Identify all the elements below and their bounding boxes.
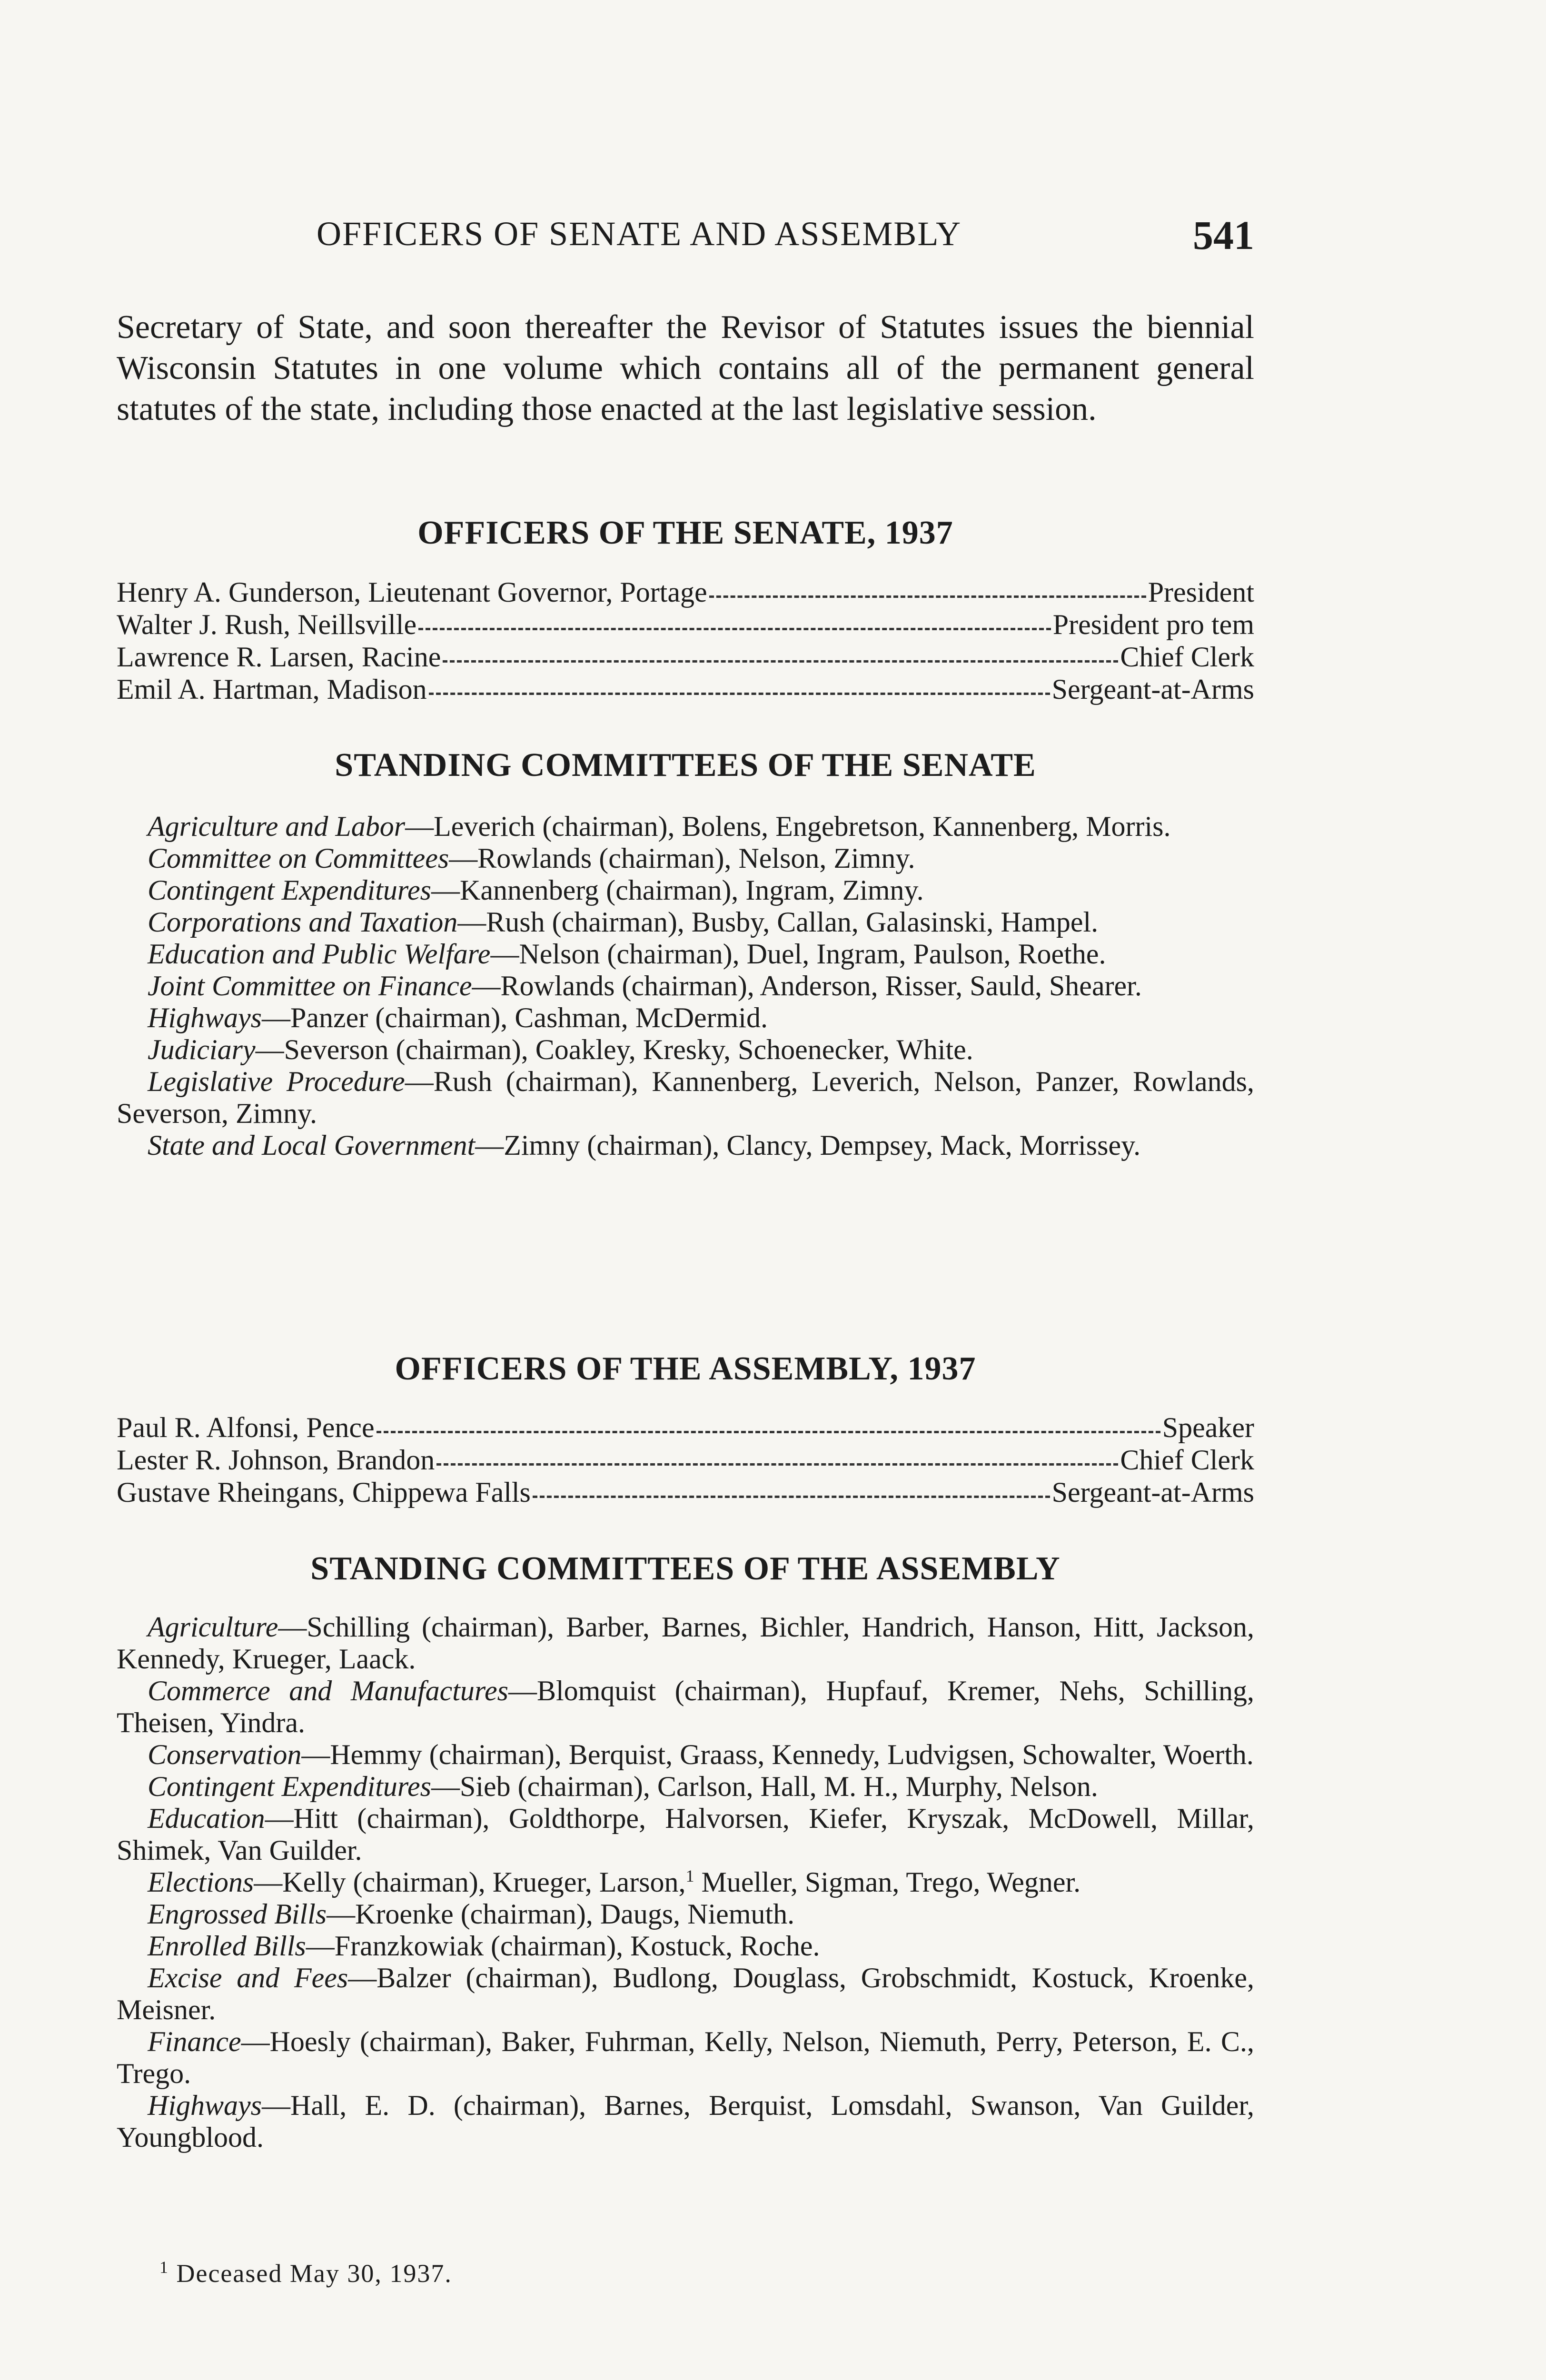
committee-entry (117, 1898, 1254, 1930)
committee-name: Education and Public Welfare (148, 938, 491, 970)
committee-entry (117, 1962, 1254, 2026)
committee-name: Elections (148, 1866, 254, 1898)
officer-title: President (1148, 576, 1254, 608)
committee-members: —Rush (chairman), Kannenberg, Leverich, Nelson, Panzer, Rowlands, Severson, Zimny. (117, 1066, 1254, 1129)
officer-row (117, 1476, 1254, 1508)
officer-title: Chief Clerk (1120, 641, 1254, 673)
senate-officers-list (117, 576, 1254, 705)
committee-members: —Hemmy (chairman), Berquist, Graass, Kennedy, Ludvigsen, Schowalter, Woerth. (301, 1739, 1254, 1770)
footnote-text: Deceased May 30, 1937. (169, 2259, 452, 2288)
committee-entry (117, 1771, 1254, 1803)
page-number: 541 (1193, 212, 1254, 258)
committee-entry (117, 970, 1254, 1002)
committee-name: Enrolled Bills (148, 1930, 306, 1962)
officer-row (117, 673, 1254, 705)
officer-row (117, 608, 1254, 641)
committee-name: Judiciary (148, 1034, 256, 1065)
committee-entry (117, 2090, 1254, 2153)
footnote-mark: 1 (685, 1866, 694, 1885)
committee-name: Conservation (148, 1739, 302, 1770)
committee-name: Excise and Fees (148, 1962, 348, 1993)
committee-name: Agriculture and Labor (148, 811, 406, 842)
committee-members: —Rowlands (chairman), Anderson, Risser, Sauld, Shearer. (472, 970, 1142, 1002)
committee-name: Highways (148, 2090, 262, 2121)
committee-name: Education (148, 1803, 265, 1834)
dot-leader (533, 1496, 1050, 1498)
page-header (117, 214, 1254, 257)
officer-title: Speaker (1162, 1412, 1254, 1443)
committee-entry (117, 1739, 1254, 1771)
committee-entry (117, 906, 1254, 938)
committee-name: Finance (148, 2026, 241, 2057)
assembly-officers-list (117, 1411, 1254, 1508)
committee-entry (117, 1675, 1254, 1739)
officer-name: Lester R. Johnson, Brandon (117, 1444, 435, 1476)
committee-members: —Rush (chairman), Busby, Callan, Galasinski, Hampel. (457, 906, 1099, 938)
committee-members: —Schilling (chairman), Barber, Barnes, Bichler, Handrich, Hanson, Hitt, Jackson, Kennedy, Krueger, Laack. (117, 1611, 1254, 1675)
footnote-mark: 1 (159, 2258, 169, 2277)
committee-members: Mueller, Sigman, Trego, Wegner. (694, 1866, 1081, 1898)
assembly-committees-list (117, 1611, 1254, 2153)
officer-row (117, 1444, 1254, 1476)
committee-entry (117, 1866, 1254, 1898)
officer-name: Walter J. Rush, Neillsville (117, 609, 417, 640)
committee-entry (117, 1066, 1254, 1130)
committee-members: —Severson (chairman), Coakley, Kresky, Schoenecker, White. (255, 1034, 973, 1065)
officer-row (117, 1411, 1254, 1444)
dot-leader (418, 628, 1051, 630)
committee-entry (117, 1034, 1254, 1066)
officer-title: President pro tem (1052, 609, 1254, 640)
committee-entry (117, 938, 1254, 970)
committee-name: Commerce and Manufactures (148, 1675, 508, 1706)
committee-entry (117, 1803, 1254, 1866)
committee-name: Joint Committee on Finance (148, 970, 472, 1002)
committee-members: —Hitt (chairman), Goldthorpe, Halvorsen, Kiefer, Kryszak, McDowell, Millar, Shimek, Van Guilder. (117, 1803, 1254, 1866)
senate-committees-list (117, 811, 1254, 1161)
officer-row (117, 576, 1254, 608)
dot-leader (709, 595, 1146, 598)
intro-paragraph: Secretary of State, and soon thereafter the Revisor of Statutes issues the biennial Wisconsin Statutes in one volume which contains all of the permanent general statutes of the state, including those enacted at the last legislative session. (117, 309, 1254, 427)
committee-members: —Nelson (chairman), Duel, Ingram, Paulson, Roethe. (490, 938, 1106, 970)
senate-officers-heading: OFFICERS OF THE SENATE, 1937 (417, 515, 953, 551)
committee-members: —Zimny (chairman), Clancy, Dempsey, Mack, Morrissey. (475, 1130, 1141, 1161)
officer-name: Henry A. Gunderson, Lieutenant Governor, Portage (117, 576, 707, 608)
running-title: OFFICERS OF SENATE AND ASSEMBLY (317, 215, 962, 253)
dot-leader (443, 660, 1118, 663)
committee-members: —Sieb (chairman), Carlson, Hall, M. H., Murphy, Nelson. (431, 1771, 1098, 1802)
committee-members: —Blomquist (chairman), Hupfauf, Kremer, Nehs, Schilling, Theisen, Yindra. (117, 1675, 1254, 1738)
committee-members: —Leverich (chairman), Bolens, Engebretson, Kannenberg, Morris. (405, 811, 1171, 842)
officer-name: Emil A. Hartman, Madison (117, 674, 427, 705)
committee-members: —Balzer (chairman), Budlong, Douglass, Grobschmidt, Kostuck, Kroenke, Meisner. (117, 1962, 1254, 2025)
committee-members: —Franzkowiak (chairman), Kostuck, Roche. (306, 1930, 820, 1962)
committee-entry (117, 1130, 1254, 1161)
committee-entry (117, 843, 1254, 874)
officer-name: Paul R. Alfonsi, Pence (117, 1412, 375, 1443)
committee-members: —Rowlands (chairman), Nelson, Zimny. (449, 843, 915, 874)
dot-leader (429, 693, 1050, 695)
officer-name: Gustave Rheingans, Chippewa Falls (117, 1477, 531, 1508)
committee-name: Contingent Expenditures (148, 874, 432, 906)
committee-entry (117, 1930, 1254, 1962)
officer-title: Sergeant-at-Arms (1051, 674, 1254, 705)
committee-name: Contingent Expenditures (148, 1771, 432, 1802)
committee-entry (117, 811, 1254, 843)
officer-row (117, 641, 1254, 673)
committee-name: Committee on Committees (148, 843, 449, 874)
committee-name: Engrossed Bills (148, 1898, 327, 1930)
officer-name: Lawrence R. Larsen, Racine (117, 641, 441, 673)
senate-committees-heading: STANDING COMMITTEES OF THE SENATE (335, 747, 1036, 783)
committee-name: Highways (148, 1002, 262, 1033)
dot-leader (377, 1431, 1160, 1433)
footnote (159, 2259, 452, 2288)
committee-name: Agriculture (148, 1611, 278, 1643)
committee-entry (117, 2026, 1254, 2090)
assembly-committees-heading: STANDING COMMITTEES OF THE ASSEMBLY (310, 1550, 1060, 1587)
committee-members: —Kelly (chairman), Krueger, Larson, (254, 1866, 686, 1898)
committee-members: —Panzer (chairman), Cashman, McDermid. (262, 1002, 768, 1033)
committee-members: —Hoesly (chairman), Baker, Fuhrman, Kelly, Nelson, Niemuth, Perry, Peterson, E. C., Trego. (117, 2026, 1254, 2089)
assembly-officers-heading: OFFICERS OF THE ASSEMBLY, 1937 (395, 1350, 976, 1387)
committee-members: —Hall, E. D. (chairman), Barnes, Berquist, Lomsdahl, Swanson, Van Guilder, Youngblood. (117, 2090, 1254, 2153)
committee-name: State and Local Government (148, 1130, 476, 1161)
committee-entry (117, 874, 1254, 906)
committee-name: Legislative Procedure (148, 1066, 405, 1097)
committee-entry (117, 1611, 1254, 1675)
officer-title: Sergeant-at-Arms (1051, 1477, 1254, 1508)
dot-leader (436, 1463, 1118, 1466)
committee-name: Corporations and Taxation (148, 906, 458, 938)
committee-members: —Kroenke (chairman), Daugs, Niemuth. (327, 1898, 795, 1930)
officer-title: Chief Clerk (1120, 1444, 1254, 1476)
committee-members: —Kannenberg (chairman), Ingram, Zimny. (431, 874, 924, 906)
committee-entry (117, 1002, 1254, 1034)
